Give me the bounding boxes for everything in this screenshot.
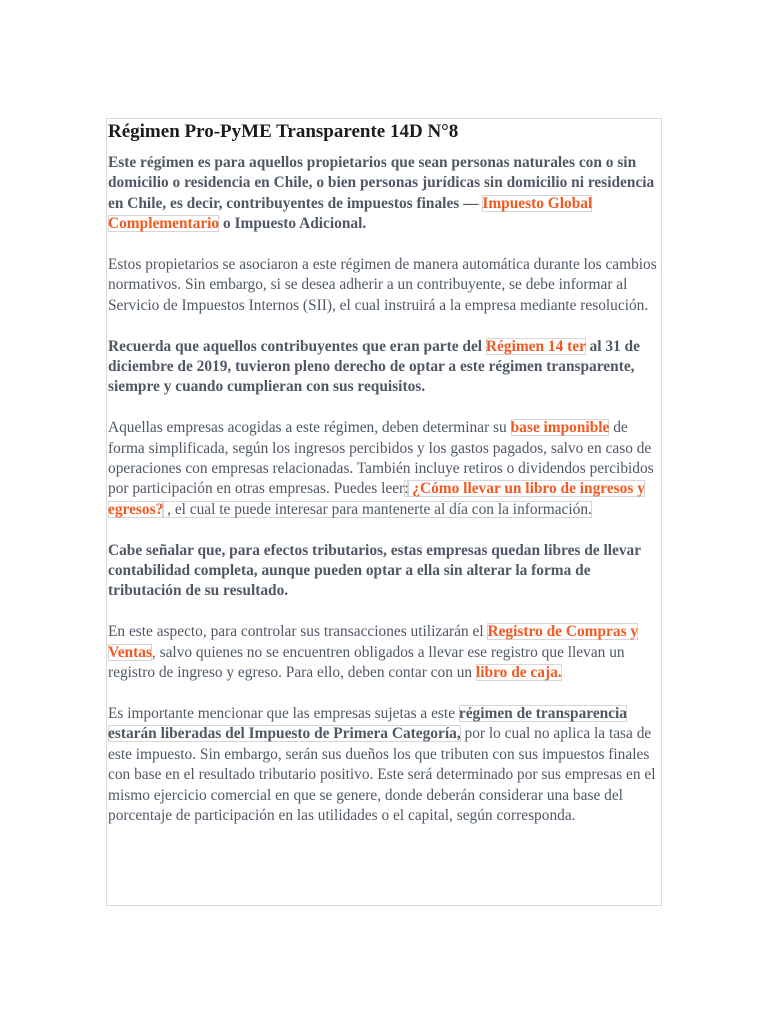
base-imponible-link[interactable]: base imponible [510, 419, 610, 437]
libro-caja-link[interactable]: libro de caja. [475, 664, 562, 682]
paragraph-empresas [108, 418, 661, 520]
registro-compras-link[interactable]: Registro de Compras y Ventas [108, 623, 639, 661]
empresas-end: , el cual te puede interesar para mantenerte al día con la información. [163, 500, 592, 518]
libro-ingresos-link[interactable]: ¿Cómo llevar un libro de ingresos y egresos? [108, 480, 645, 518]
paragraph-contabilidad: Cabe señalar que, para efectos tributarios, estas empresas quedan libres de llevar contabilidad completa, aunque pueden optar a ella sin alterar la forma de tributación de su resultado. [108, 541, 641, 600]
empresas-text: Aquellas empresas acogidas a este régimen, deben determinar su [108, 419, 511, 437]
impuesto-global-link[interactable]: Impuesto Global Complementario [108, 194, 593, 233]
registro-mid: , salvo quienes no se encuentren obligados a llevar ese registro que llevan un registro de ingreso y egreso. Para ello, deben contar con un [108, 643, 625, 682]
paragraph-importante [108, 704, 661, 826]
empresas-mid: de forma simplificada, según los ingresos percibidos y los gastos pagados, salvo en caso de operaciones con empresas relacionadas. También incluye retiros o dividendos percibidos por participación en otras empresas. Puedes leer [108, 419, 654, 498]
page-title: Régimen Pro-PyME Transparente 14D N°8 [108, 121, 459, 142]
recuerda-text: Recuerda que aquellos contribuyentes que eran parte del [108, 337, 486, 355]
paragraph-propietarios: Estos propietarios se asociaron a este régimen de manera automática durante los cambios normativos. Sin embargo, si se desea adherir a un contribuyente, se debe informar al Servicio de Impuestos Internos (SII), el cual instruirá a la empresa mediante resolución. [108, 256, 657, 314]
recuerda-end: al 31 de diciembre de 2019, tuvieron pleno derecho de optar a este régimen transparente, siempre y cuando cumplieran con sus requisitos. [108, 337, 640, 396]
regimen-transparencia-bold: régimen de transparencia estarán liberadas del Impuesto de Primera Categoría, [108, 704, 628, 743]
document-page [106, 118, 662, 906]
intro-text: Este régimen es para aquellos propietarios que sean personas naturales con o sin domicilio o residencia en Chile, o bien personas jurídicas sin domicilio ni residencia en Chile, es decir, contribuyentes de impuestos finales — [108, 154, 655, 212]
colon-mark: : [404, 480, 409, 498]
registro-text: En este aspecto, para controlar sus transacciones utilizarán el [108, 623, 488, 641]
paragraph-registro [108, 622, 661, 683]
importante-text: Es importante mencionar que las empresas sujetas a este [108, 704, 459, 722]
intro-paragraph [108, 153, 661, 235]
regimen-14-ter-link[interactable]: Régimen 14 ter [485, 337, 586, 355]
importante-end: por lo cual no aplica la tasa de este impuesto. Sin embargo, serán sus dueños los que tributen con sus impuestos finales con base en el resultado tributario positivo. Este será determinado por sus empresas en el mismo ejercicio comercial en que se genere, donde deberán considerar una base del porcentaje de participación en las utilidades o el capital, según corresponda. [108, 725, 656, 824]
paragraph-recuerda [108, 337, 661, 398]
intro-end: o Impuesto Adicional. [219, 215, 367, 233]
